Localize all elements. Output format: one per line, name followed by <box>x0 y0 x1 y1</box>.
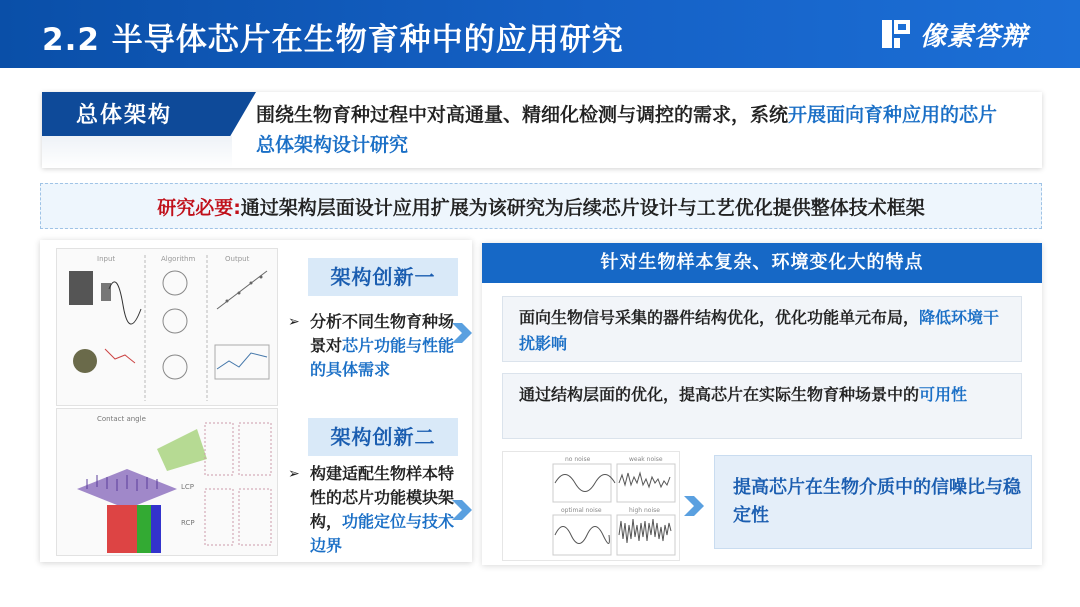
fig2-label-rcp: RCP <box>181 519 195 527</box>
features-heading: 针对生物样本复杂、环境变化大的特点 <box>482 243 1042 283</box>
tag-shadow <box>42 136 232 168</box>
innovation-two-title: 架构创新二 <box>308 418 458 456</box>
chevron-right-icon <box>448 320 474 346</box>
metasurface-figure <box>56 408 278 556</box>
brand-logo <box>880 14 1028 54</box>
innovation-panel <box>40 240 472 562</box>
feature-card-one <box>502 296 1022 362</box>
feature-card-two <box>502 373 1022 439</box>
innovation-one-title: 架构创新一 <box>308 258 458 296</box>
card-two-plain: 通过结构层面的优化，提高芯片在实际生物育种场景中的 <box>519 385 920 404</box>
wave-label-optimal-noise: optimal noise <box>561 507 602 514</box>
chevron-right-icon <box>448 497 474 523</box>
wave-label-high-noise: high noise <box>629 507 660 514</box>
innovation-two-text <box>288 462 468 558</box>
bullet-arrow-icon: ➢ <box>288 466 300 482</box>
chevron-right-icon <box>680 493 706 519</box>
overview-text-highlight: 开展面向育种应用的芯片总体架构设计研究 <box>256 104 998 156</box>
wave-label-weak-noise: weak noise <box>629 456 663 463</box>
necessity-text <box>41 193 1041 220</box>
overview-tag-label: 总体架构 <box>76 103 173 128</box>
fig1-label-algorithm: Algorithm <box>161 255 196 263</box>
fig2-label-lcp: LCP <box>181 483 195 491</box>
necessity-label: 研究必要: <box>157 197 241 219</box>
features-panel <box>482 243 1042 565</box>
necessity-box <box>40 183 1042 229</box>
header-bar <box>0 0 1080 68</box>
wave-label-no-noise: no noise <box>565 456 591 463</box>
card-one-plain: 面向生物信号采集的器件结构优化，优化功能单元布局， <box>519 308 920 327</box>
innovation-one-plain: 分析不同生物育种场景对 <box>310 312 455 355</box>
innovation-one-highlight: 芯片功能与性能的具体需求 <box>310 336 455 379</box>
overview-text <box>256 100 1016 160</box>
innovation-two-plain: 构建适配生物样本特性的芯片功能模块架构， <box>310 464 455 531</box>
bullet-arrow-icon: ➢ <box>288 314 300 330</box>
innovation-two-highlight: 功能定位与技术边界 <box>310 512 455 555</box>
overview-text-plain: 围绕生物育种过程中对高通量、精细化检测与调控的需求，系统 <box>256 104 789 126</box>
noise-waveform-figure <box>502 451 680 561</box>
necessity-body: 通过架构层面设计应用扩展为该研究为后续芯片设计与工艺优化提供整体技术框架 <box>240 197 925 219</box>
algorithm-figure <box>56 248 278 406</box>
fig2-label-contact: Contact angle <box>97 415 146 423</box>
brand-mark-icon <box>880 18 912 50</box>
card-one-highlight: 降低环境干扰影响 <box>519 308 1000 353</box>
result-box: 提高芯片在生物介质中的信噪比与稳定性 <box>714 455 1032 549</box>
innovation-one-text <box>288 310 468 382</box>
overview-section <box>42 92 1042 168</box>
slide-title: 2.2 半导体芯片在生物育种中的应用研究 <box>42 22 624 58</box>
fig1-label-input: Input <box>97 255 116 263</box>
card-two-highlight: 可用性 <box>919 385 968 404</box>
fig1-label-output: Output <box>225 255 250 263</box>
brand-name: 像素答辩 <box>920 21 1029 52</box>
